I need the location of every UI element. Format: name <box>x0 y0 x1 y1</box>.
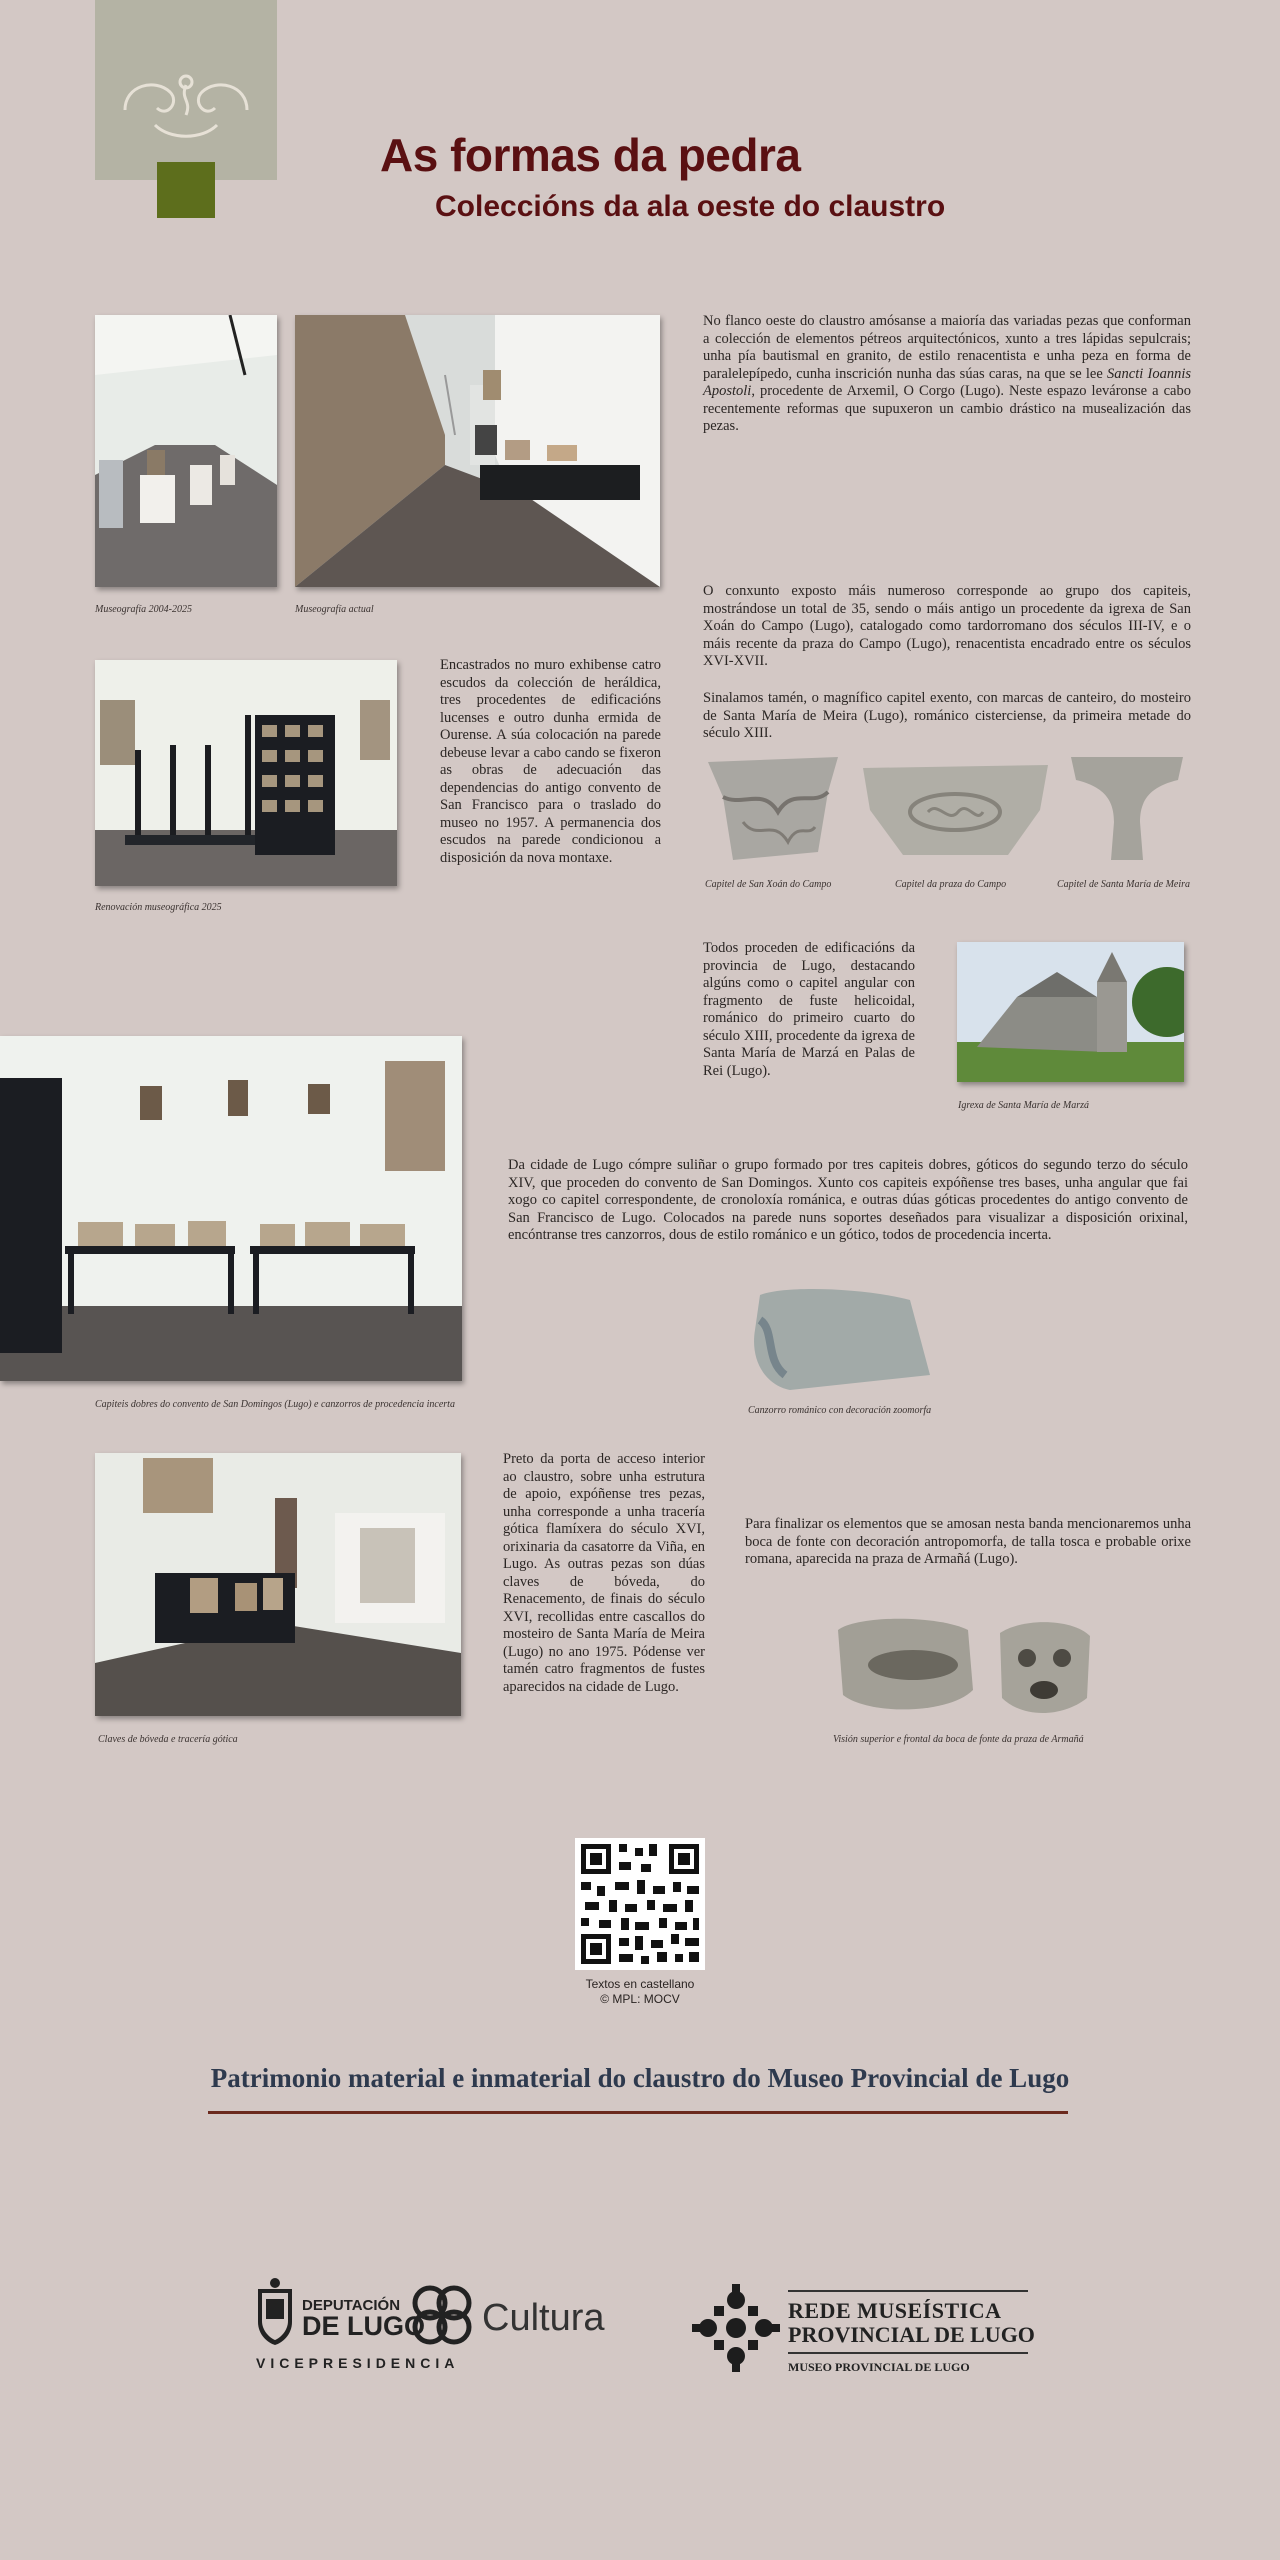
caption-claves: Claves de bóveda e tracería gótica <box>98 1734 238 1745</box>
caption-igrexa-marza: Igrexa de Santa María de Marzá <box>958 1100 1089 1111</box>
qr-code[interactable] <box>575 1838 705 1970</box>
caption-capiteis-san-domingos: Capiteis dobres do convento de San Domingos (Lugo) e canzorros de procedencia incerta <box>95 1399 455 1410</box>
paragraph-boca-fonte: Para finalizar os elementos que se amosan nesta banda mencionaremos unha boca de fonte con decoración antropomorfa, de talla tosca e probable orixe romana, aparecida na praza de Armañá (Lugo). <box>745 1516 1191 1567</box>
photo-igrexa-marza <box>957 942 1184 1082</box>
deputacion-text-2: DE LUGO <box>302 2311 426 2341</box>
footer-rule <box>208 2111 1068 2114</box>
photo-museography-current <box>295 315 660 587</box>
vicepresidencia-text: VICEPRESIDENCIA <box>256 2355 460 2371</box>
footer-heading: Patrimonio material e inmaterial do claustro do Museo Provincial de Lugo <box>210 2063 1070 2093</box>
page-subtitle: Coleccións da ala oeste do claustro <box>435 190 946 223</box>
photo-renovation-2025 <box>95 660 397 886</box>
caption-renovation-2025: Renovación museográfica 2025 <box>95 902 222 913</box>
paragraph-cidade-lugo: Da cidade de Lugo cómpre suliñar o grupo formado por tres capiteis dobres, góticos do segundo terzo do século XIV, que proceden do convento de San Domingos. Xunto cos capiteis expóñense tres bases, unha angular que fai xogo co capitel correspondente, de cronoloxía románica, e outras dúas góticas procedentes do antigo convento de San Francisco de Lugo. Colocados na parede nuns soportes deseñados para visualizar a disposición orixinal, encóntranse tres canzorros, dous de estilo románico e un gótico, todos de procedencia incerta. <box>508 1157 1188 1243</box>
caption-boca-fonte: Visión superior e frontal da boca de fonte da praza de Armañá <box>833 1734 1084 1745</box>
photo-boca-fonte-frontal <box>992 1618 1096 1718</box>
caption-museography-2004: Museografía 2004-2025 <box>95 604 192 615</box>
coat-of-arms-icon <box>252 2277 298 2347</box>
photo-museography-2004 <box>95 315 277 587</box>
qr-label: Textos en castellano <box>585 1977 695 1991</box>
rede-top-rule <box>788 2290 1028 2292</box>
paragraph-meira-capitel: Sinalamos tamén, o magnífico capitel exento, con marcas de canteiro, do mosteiro de Santa María de Meira (Lugo), románico cisterciense, da primeira metade do século XIII. <box>703 690 1191 741</box>
caption-capitel-meira: Capitel de Santa María de Meira <box>1057 879 1191 890</box>
paragraph-capitels: O conxunto exposto máis numeroso corresponde ao grupo dos capiteis, mostrándose un total de 35, sendo o máis antigo un procedente da igrexa de San Xoán do Campo (Lugo), catalogado como tardorromano dos séculos III-IV, e o máis recente da praza do Campo (Lugo), renacentista encadrado entre os séculos XVI-XVII. <box>703 583 1191 669</box>
rede-text-2: PROVINCIAL DE LUGO <box>788 2322 1035 2347</box>
caption-capitel-praza: Capitel da praza do Campo <box>895 879 1007 890</box>
photo-canzorro <box>745 1280 935 1395</box>
rede-logo <box>690 2280 1040 2380</box>
ornament-icon <box>95 0 277 180</box>
rede-subtext: MUSEO PROVINCIAL DE LUGO <box>788 2360 970 2374</box>
paragraph-escudos: Encastrados no muro exhibense catro escudos da colección de heráldica, tres procedentes de edificacións lucenses e outro dunha ermida de Ourense. A súa colocación na parede debeuse levar a cabo cando se fixeron as obras de adecuación das dependencias do antigo convento de San Francisco para o traslado do museo no 1957. A permanencia dos escudos na parede condicionou a disposición da nova montaxe. <box>440 657 661 866</box>
knot-icon <box>408 2283 476 2347</box>
photo-capitel-praza <box>858 760 1053 860</box>
photo-capitel-meira <box>1068 752 1186 864</box>
photo-capitel-san-xoan <box>703 752 843 864</box>
paragraph-intro-text-2: , procedente de Arxemil, O Corgo (Lugo). Neste espazo leváronse a cabo recentemente reformas que supuxeron un cambio drástico na musealización das pezas. <box>703 383 1191 434</box>
caption-museography-current: Museografía actual <box>295 604 374 615</box>
paragraph-porta-acceso: Preto da porta de acceso interior ao claustro, sobre unha estrutura de apoio, expóñense tres pezas, unha corresponde a unha tracería gótica flamíxera do século XVI, orixinaria da casatorre da Viña, en Lugo. As outras pezas son dúas claves de bóveda, do Renacemento, de finais do século XVI, recollidas entre cascallos do mosteiro de Santa María de Meira (Lugo) no ano 1975. Pódense ver tamén catro fragmentos de fustes aparecidos na cidade de Lugo. <box>503 1451 705 1695</box>
header-green-square <box>157 162 215 218</box>
rede-emblem-icon <box>690 2282 782 2374</box>
deputacion-text-1: DEPUTACIÓN <box>302 2297 401 2314</box>
photo-claves-boveda <box>95 1453 461 1716</box>
paragraph-intro <box>703 313 1191 436</box>
paragraph-intro-inscription: Sancti Ioannis Apostoli <box>703 365 1191 399</box>
paragraph-provincia: Todos proceden de edificacións da provincia de Lugo, destacando algúns como o capitel angular con fragmento de fuste helicoidal, románico do primeiro cuarto do século XIII, procedente da igrexa de Santa María de Marzá en Palas de Rei (Lugo). <box>703 940 915 1079</box>
cultura-text: Cultura <box>482 2297 605 2339</box>
paragraph-intro-text-1: No flanco oeste do claustro amósanse a maioría das variadas pezas que conforman a colección de elementos pétreos arquitectónicos, xunto a tres lápidas sepulcrais; unha pía bautismal en granito, de estilo renacentista e unha peza en forma de paralelepípedo, cunha inscrición nunha das súas caras, na que se lee <box>703 313 1191 382</box>
caption-capitel-san-xoan: Capitel de San Xoán do Campo <box>705 879 832 890</box>
header-ornament-panel <box>95 0 277 180</box>
rede-bottom-rule <box>788 2352 1028 2354</box>
photo-capiteis-san-domingos <box>0 1036 462 1381</box>
deputacion-logo <box>250 2275 620 2375</box>
photo-boca-fonte-superior <box>828 1610 980 1720</box>
rede-text-1: REDE MUSEÍSTICA <box>788 2298 1002 2323</box>
page-title: As formas da pedra <box>380 129 801 181</box>
qr-copyright: © MPL: MOCV <box>600 1992 680 2006</box>
caption-canzorro: Canzorro románico con decoración zoomorfa <box>748 1405 932 1416</box>
